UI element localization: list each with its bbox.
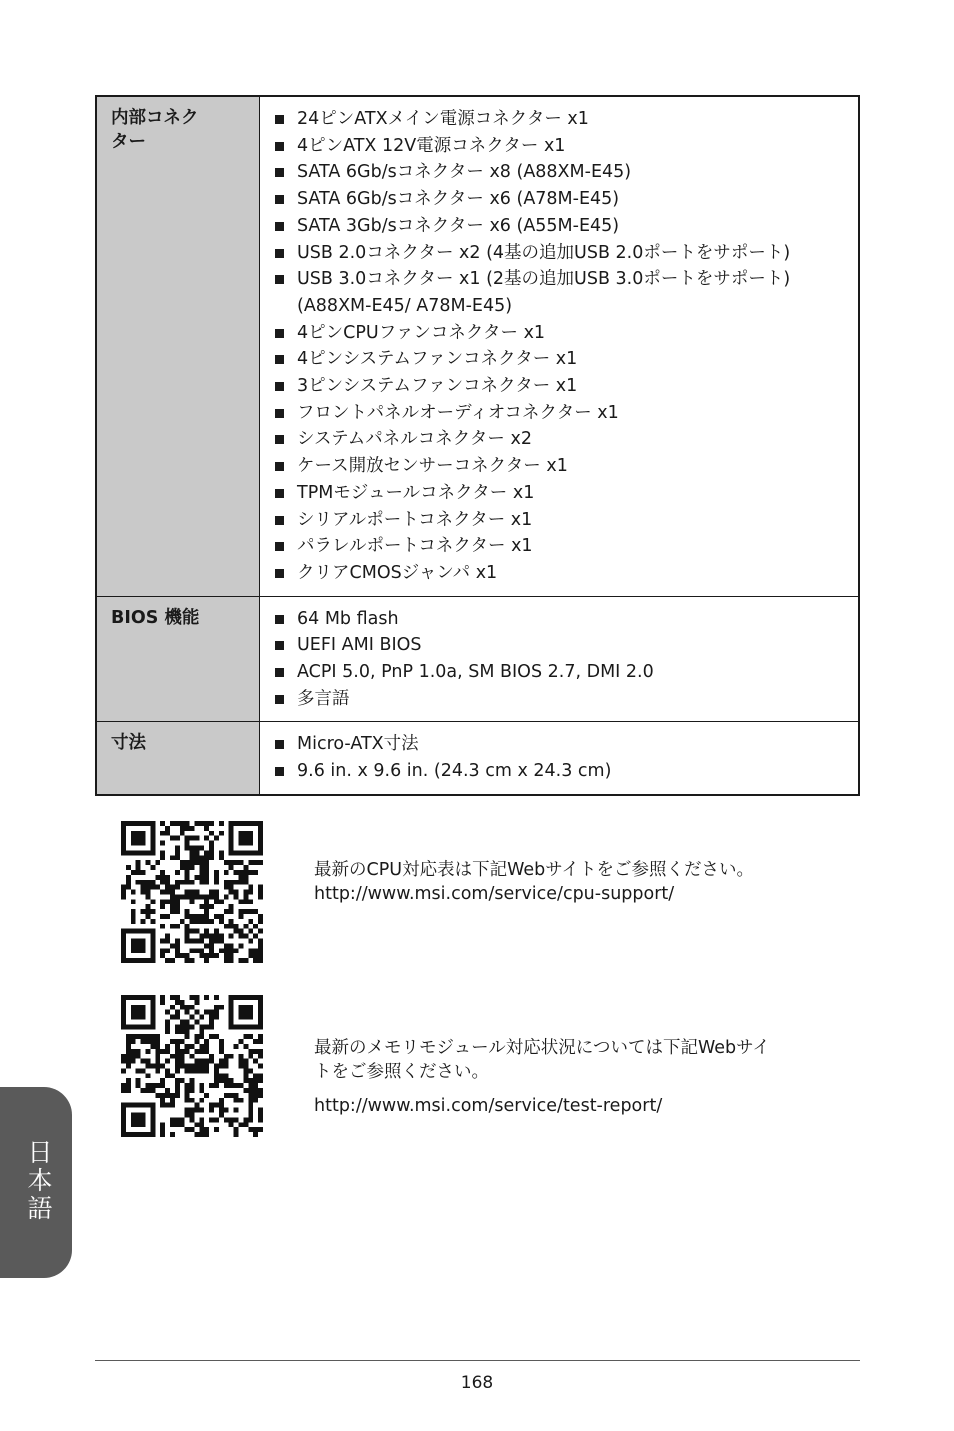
bullet-square-icon [275,329,284,338]
spec-item [274,346,852,373]
spec-item [274,266,852,319]
spec-item-text: システムパネルコネクター x2 [297,429,532,450]
language-tab-label: 日本語 [24,1139,53,1223]
spec-item-text: ケース開放センサーコネクター x1 [297,456,568,477]
spec-item-text: 24ピンATXメイン電源コネクター x1 [297,109,589,129]
bullet-square-icon [275,435,284,444]
spec-item [274,106,852,133]
spec-item-text: SATA 6Gb/sコネクター x8 (A88XM-E45) [297,162,632,183]
cpu-support-note [314,858,754,906]
spec-item-text: UEFI AMI BIOS [297,635,422,656]
spec-item [274,426,852,453]
qr-code-icon [121,995,263,1137]
specification-table-body [96,96,859,795]
spec-item-text: TPMモジュールコネクター x1 [297,482,535,503]
spec-item [274,400,852,427]
spec-item [274,240,852,267]
bullet-square-icon [275,409,284,418]
spec-item [274,373,852,400]
spec-label [96,596,260,722]
spec-item-text: 9.6 in. x 9.6 in. (24.3 cm x 24.3 cm) [297,761,612,782]
spec-label-line: 内部コネク [111,108,199,128]
bullet-square-icon [275,641,284,650]
bullet-square-icon [275,142,284,151]
memory-support-link[interactable]: http://www.msi.com/service/test-report/ [314,1096,663,1116]
spec-item-text: 4ピンシステムファンコネクター x1 [297,349,578,370]
bullet-square-icon [275,168,284,177]
spec-item-list [274,106,852,587]
bullet-square-icon [275,249,284,258]
spec-item-text: 64 Mb flash [297,608,399,629]
language-tab [0,1087,72,1278]
spec-item-text: 4ピンATX 12V電源コネクター x1 [297,135,566,156]
bullet-square-icon [275,382,284,391]
bullet-square-icon [275,462,284,471]
spec-item [274,213,852,240]
bullet-square-icon [275,195,284,204]
spec-row [96,596,859,722]
spec-item [274,560,852,587]
spec-item [274,659,852,686]
bullet-square-icon [275,516,284,525]
memory-support-text-line-1: 最新のメモリモジュール対応状況については下記Webサイ [314,1038,770,1058]
spec-item-text: 3ピンシステムファンコネクター x1 [297,376,578,397]
spec-label-line: 寸法 [111,733,146,754]
bullet-square-icon [275,222,284,231]
spec-item [274,507,852,534]
spec-items [260,722,860,795]
bullet-square-icon [275,355,284,364]
spec-label-line: ター [111,132,146,152]
spec-item-text: ACPI 5.0, PnP 1.0a, SM BIOS 2.7, DMI 2.0 [297,662,654,683]
spec-item-text: 4ピンCPUファンコネクター x1 [297,322,546,343]
spec-item-list [274,731,852,784]
footer-divider [95,1360,860,1361]
spec-item-text: クリアCMOSジャンパ x1 [297,562,498,583]
spec-item [274,606,852,633]
spec-item [274,480,852,507]
spec-item [274,533,852,560]
cpu-support-text: 最新のCPU対応表は下記Webサイトをご参照ください。 [314,860,755,880]
bullet-square-icon [275,542,284,551]
spec-item [274,159,852,186]
spec-item [274,133,852,160]
spec-item [274,320,852,347]
spec-items [260,96,860,596]
spec-item-list [274,606,852,713]
spec-label-line: BIOS 機能 [111,607,200,628]
bullet-square-icon [275,668,284,677]
spec-item-text: フロントパネルオーディオコネクター x1 [297,402,619,423]
spec-item [274,731,852,758]
spec-item-text: Micro-ATX寸法 [297,734,419,755]
bullet-square-icon [275,115,284,124]
memory-support-text-line-2: トをご参照ください。 [314,1062,489,1082]
bullet-square-icon [275,740,284,749]
spec-row [96,96,859,596]
page-number: 168 [460,1373,494,1393]
qr-code-icon [121,821,263,963]
spec-item-text: SATA 6Gb/sコネクター x6 (A78M-E45) [297,189,620,210]
spec-item-text: シリアルポートコネクター x1 [297,509,533,530]
specification-table [95,95,860,796]
bullet-square-icon [275,489,284,498]
spec-item [274,686,852,713]
spec-item [274,758,852,785]
bullet-square-icon [275,767,284,776]
spec-items [260,596,860,722]
cpu-support-link[interactable]: http://www.msi.com/service/cpu-support/ [314,884,675,904]
spec-item [274,186,852,213]
spec-label [96,722,260,795]
bullet-square-icon [275,695,284,704]
spec-item [274,453,852,480]
spec-label [96,96,260,596]
bullet-square-icon [275,615,284,624]
spec-item-text: パラレルポートコネクター x1 [297,536,533,557]
spec-item-text: SATA 3Gb/sコネクター x6 (A55M-E45) [297,215,620,236]
spec-item [274,632,852,659]
memory-support-note [314,1036,854,1118]
bullet-square-icon [275,275,284,284]
spec-item-text: USB 2.0コネクター x2 (4基の追加USB 2.0ポートをサポート) [297,242,791,263]
bullet-square-icon [275,569,284,578]
spec-item-text: 多言語 [297,688,350,709]
spec-item-text: (A88XM-E45/ A78M-E45) [297,295,513,316]
spec-item-text: USB 3.0コネクター x1 (2基の追加USB 3.0ポートをサポート) [297,269,791,290]
spec-row [96,722,859,795]
